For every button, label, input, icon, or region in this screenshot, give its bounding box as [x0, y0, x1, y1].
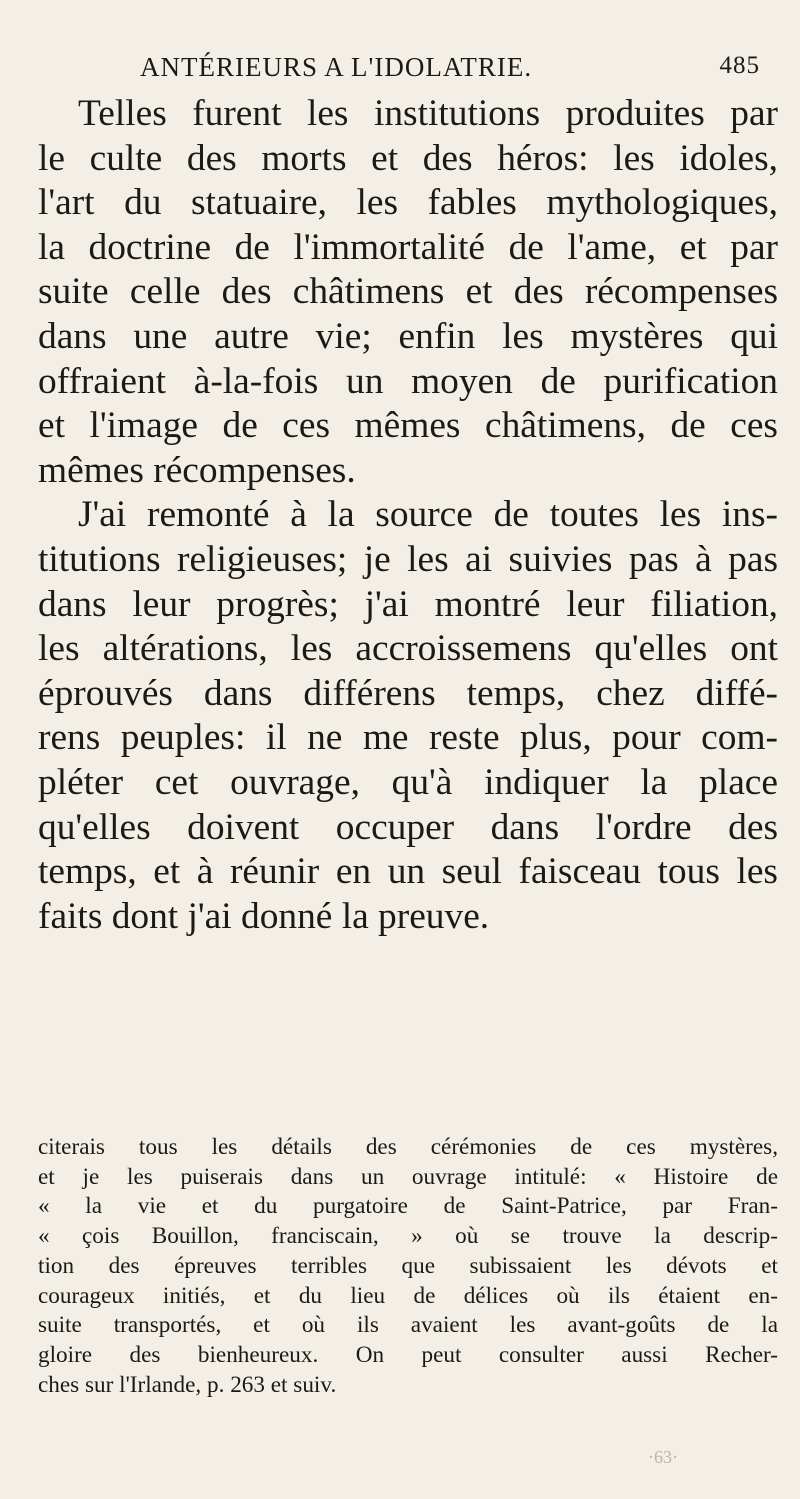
- footnote: [38, 1133, 778, 1400]
- footnote-line: ches sur l'Irlande, p. 263 et suiv.: [38, 1371, 337, 1398]
- text-line: offraient à-la-fois un moyen de purification: [38, 360, 778, 402]
- text-line: qu'elles doivent occuper dans l'ordre des: [38, 806, 778, 848]
- text-line: J'ai remonté à la source de toutes les ins-: [78, 494, 778, 536]
- footnote-line: tion des épreuves terribles que subissaient les dévots et: [38, 1252, 778, 1279]
- footnote-line: et je les puiserais dans un ouvrage intitulé: « Histoire de: [38, 1163, 778, 1190]
- footnote-line: courageux initiés, et du lieu de délices où ils étaient en-: [38, 1282, 778, 1309]
- text-line: la doctrine de l'immortalité de l'ame, et par: [38, 226, 778, 268]
- text-line: et l'image de ces mêmes châtimens, de ces: [38, 405, 778, 447]
- footnote-line: gloire des bienheureux. On peut consulter aussi Recher-: [38, 1341, 778, 1368]
- text-line: pléter cet ouvrage, qu'à indiquer la place: [38, 761, 778, 803]
- footnote-line: suite transportés, et où ils avaient les avant-goûts de la: [38, 1312, 778, 1339]
- text-line: suite celle des châtimens et des récompenses: [38, 271, 778, 313]
- text-line: l'art du statuaire, les fables mythologiques,: [38, 182, 778, 224]
- text-line: faits dont j'ai donné la preuve.: [38, 895, 490, 937]
- text-line: éprouvés dans différens temps, chez diffé-: [38, 672, 778, 714]
- footnote-line: « la vie et du purgatoire de Saint-Patrice, par Fran-: [38, 1193, 778, 1220]
- text-line: les altérations, les accroissemens qu'elles ont: [38, 628, 778, 670]
- page-number: 485: [719, 52, 760, 79]
- text-line: rens peuples: il ne me reste plus, pour com-: [38, 717, 778, 759]
- main-text: [38, 92, 778, 939]
- text-line: Telles furent les institutions produites par: [78, 93, 778, 134]
- running-title: ANTÉRIEURS A L'IDOLATRIE.: [140, 52, 533, 82]
- text-line: titutions religieuses; je les ai suivies pas à pas: [38, 538, 778, 580]
- footnote-line: citerais tous les détails des cérémonies de ces mystères,: [38, 1134, 778, 1160]
- bleed-through-mark: ·63·: [648, 1447, 678, 1467]
- text-line: mêmes récompenses.: [38, 449, 356, 491]
- text-line: dans une autre vie; enfin les mystères qui: [38, 315, 778, 357]
- text-line: dans leur progrès; j'ai montré leur filiation,: [38, 583, 778, 625]
- footnote-line: « çois Bouillon, franciscain, » où se trouve la descrip-: [38, 1223, 778, 1250]
- text-line: le culte des morts et des héros: les idoles,: [38, 137, 778, 179]
- text-line: temps, et à réunir en un seul faisceau tous les: [38, 851, 778, 893]
